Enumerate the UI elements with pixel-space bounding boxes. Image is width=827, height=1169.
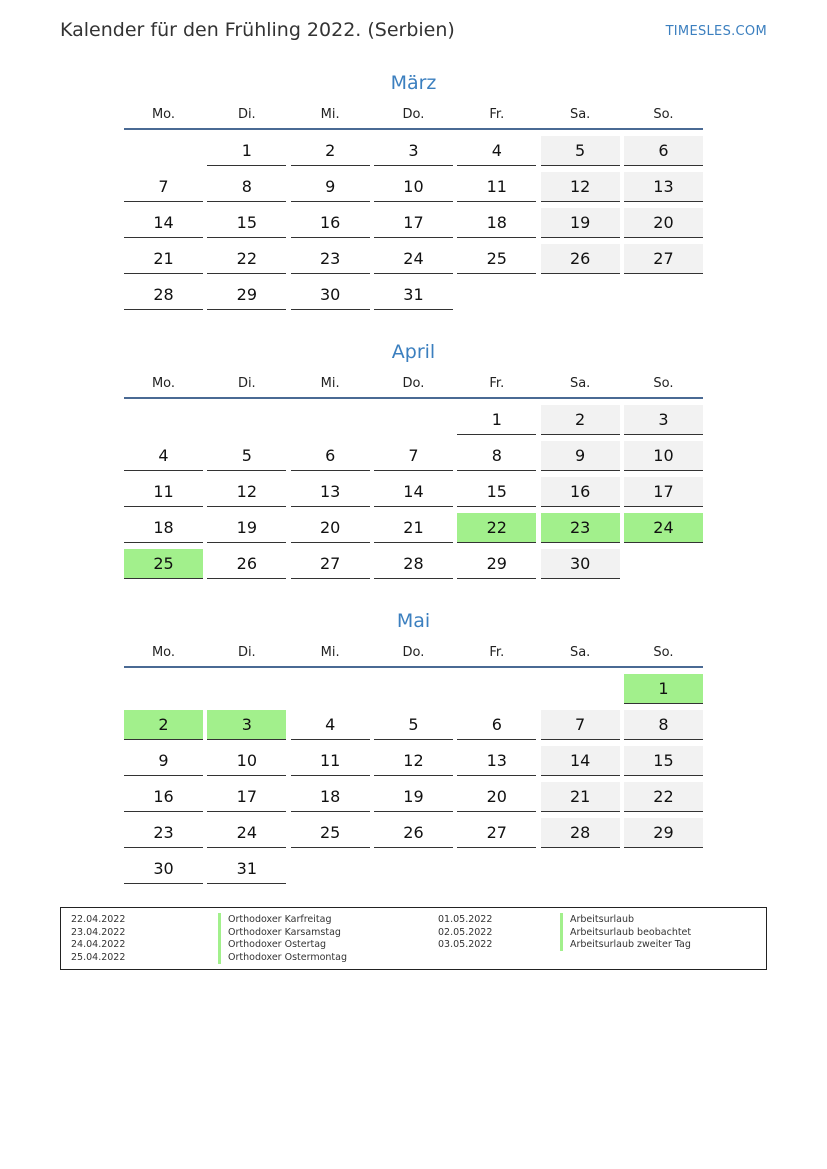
- day-cell[interactable]: 23: [291, 244, 370, 274]
- day-cell[interactable]: 30: [124, 854, 203, 884]
- day-cell[interactable]: 29: [207, 280, 286, 310]
- empty-cell: [291, 405, 370, 435]
- day-cell[interactable]: 18: [291, 782, 370, 812]
- day-cell[interactable]: 16: [291, 208, 370, 238]
- legend-holiday-name: Orthodoxer Karfreitag: [218, 913, 331, 926]
- month-block: [124, 339, 703, 579]
- weekday-label: Di.: [237, 107, 256, 122]
- holiday-legend: [60, 907, 767, 970]
- day-cell[interactable]: 22: [624, 782, 703, 812]
- legend-date: 24.04.2022: [71, 939, 126, 951]
- day-cell[interactable]: 25: [291, 818, 370, 848]
- days-grid: [124, 136, 703, 310]
- day-cell[interactable]: 7: [124, 172, 203, 202]
- legend-holiday-name: Orthodoxer Ostermontag: [218, 951, 347, 964]
- weekday-label: Mi.: [320, 376, 340, 391]
- day-cell[interactable]: 1: [624, 674, 703, 704]
- day-cell[interactable]: 18: [124, 513, 203, 543]
- weekday-label: Di.: [237, 645, 256, 660]
- day-cell[interactable]: 10: [207, 746, 286, 776]
- day-cell[interactable]: 24: [374, 244, 453, 274]
- weekday-label: Mo.: [151, 645, 176, 660]
- weekday-label: Mo.: [151, 107, 176, 122]
- weekday-label: Sa.: [569, 376, 591, 391]
- day-cell[interactable]: 14: [374, 477, 453, 507]
- weekday-label: Mo.: [151, 376, 176, 391]
- legend-date: 22.04.2022: [71, 914, 126, 925]
- day-cell[interactable]: 12: [374, 746, 453, 776]
- day-cell[interactable]: 19: [541, 208, 620, 238]
- empty-cell: [207, 674, 286, 704]
- day-cell[interactable]: 15: [624, 746, 703, 776]
- day-cell[interactable]: 14: [541, 746, 620, 776]
- day-cell[interactable]: 13: [291, 477, 370, 507]
- day-cell[interactable]: 7: [374, 441, 453, 471]
- day-cell[interactable]: 31: [207, 854, 286, 884]
- day-cell[interactable]: 6: [291, 441, 370, 471]
- month-title: Mai: [396, 610, 431, 632]
- legend-holiday-name: Arbeitsurlaub beobachtet: [560, 926, 691, 939]
- day-cell[interactable]: 17: [374, 208, 453, 238]
- day-cell[interactable]: 11: [457, 172, 536, 202]
- day-cell[interactable]: 25: [124, 549, 203, 579]
- empty-cell: [374, 405, 453, 435]
- day-cell[interactable]: 23: [541, 513, 620, 543]
- legend-holiday-name: Orthodoxer Ostertag: [218, 938, 326, 951]
- day-cell[interactable]: 12: [207, 477, 286, 507]
- site-link[interactable]: TIMESLES.COM: [665, 24, 767, 39]
- empty-cell: [124, 136, 203, 166]
- weekday-header: [124, 644, 703, 668]
- day-cell[interactable]: 11: [124, 477, 203, 507]
- day-cell[interactable]: 3: [374, 136, 453, 166]
- day-cell[interactable]: 19: [374, 782, 453, 812]
- day-cell[interactable]: 24: [624, 513, 703, 543]
- weekday-label: Mi.: [320, 645, 340, 660]
- weekday-label: Sa.: [569, 645, 591, 660]
- day-cell[interactable]: 2: [291, 136, 370, 166]
- day-cell[interactable]: 1: [207, 136, 286, 166]
- day-cell[interactable]: 6: [457, 710, 536, 740]
- day-cell[interactable]: 18: [457, 208, 536, 238]
- day-cell[interactable]: 24: [207, 818, 286, 848]
- empty-cell: [124, 674, 203, 704]
- day-cell[interactable]: 4: [291, 710, 370, 740]
- day-cell[interactable]: 2: [541, 405, 620, 435]
- day-cell[interactable]: 5: [374, 710, 453, 740]
- page-title: Kalender für den Frühling 2022. (Serbien): [60, 19, 455, 41]
- day-cell[interactable]: 27: [624, 244, 703, 274]
- day-cell[interactable]: 26: [541, 244, 620, 274]
- day-cell[interactable]: 9: [291, 172, 370, 202]
- empty-cell: [541, 674, 620, 704]
- day-cell[interactable]: 30: [291, 280, 370, 310]
- day-cell[interactable]: 5: [207, 441, 286, 471]
- legend-date: 25.04.2022: [71, 952, 126, 964]
- day-cell[interactable]: 30: [541, 549, 620, 579]
- day-cell[interactable]: 3: [207, 710, 286, 740]
- day-cell[interactable]: 5: [541, 136, 620, 166]
- day-cell[interactable]: 7: [541, 710, 620, 740]
- day-cell[interactable]: 3: [624, 405, 703, 435]
- weekday-header: [124, 375, 703, 399]
- month-block: [124, 70, 703, 310]
- day-cell[interactable]: 4: [124, 441, 203, 471]
- day-cell[interactable]: 28: [374, 549, 453, 579]
- day-cell[interactable]: 28: [541, 818, 620, 848]
- day-cell[interactable]: 22: [457, 513, 536, 543]
- day-cell[interactable]: 29: [624, 818, 703, 848]
- day-cell[interactable]: 20: [624, 208, 703, 238]
- day-cell[interactable]: 31: [374, 280, 453, 310]
- day-cell[interactable]: 21: [124, 244, 203, 274]
- days-grid: [124, 674, 703, 884]
- legend-holiday-name: Arbeitsurlaub zweiter Tag: [560, 938, 691, 951]
- day-cell[interactable]: 26: [207, 549, 286, 579]
- day-cell[interactable]: 11: [291, 746, 370, 776]
- day-cell[interactable]: 16: [541, 477, 620, 507]
- day-cell[interactable]: 26: [374, 818, 453, 848]
- day-cell[interactable]: 16: [124, 782, 203, 812]
- month-block: [124, 608, 703, 884]
- empty-cell: [374, 674, 453, 704]
- weekday-label: Sa.: [569, 107, 591, 122]
- month-title: April: [391, 341, 436, 363]
- day-cell[interactable]: 22: [207, 244, 286, 274]
- legend-date: 01.05.2022: [438, 914, 493, 925]
- weekday-label: So.: [653, 645, 674, 660]
- day-cell[interactable]: 8: [457, 441, 536, 471]
- day-cell[interactable]: 20: [457, 782, 536, 812]
- weekday-label: Fr.: [489, 107, 505, 122]
- weekday-label: Do.: [402, 107, 425, 122]
- weekday-label: Fr.: [489, 645, 505, 660]
- day-cell[interactable]: 29: [457, 549, 536, 579]
- day-cell[interactable]: 1: [457, 405, 536, 435]
- weekday-label: Do.: [402, 376, 425, 391]
- day-cell[interactable]: 15: [457, 477, 536, 507]
- weekday-label: Do.: [402, 645, 425, 660]
- days-grid: [124, 405, 703, 579]
- day-cell[interactable]: 23: [124, 818, 203, 848]
- day-cell[interactable]: 9: [124, 746, 203, 776]
- day-cell[interactable]: 4: [457, 136, 536, 166]
- weekday-label: So.: [653, 376, 674, 391]
- day-cell[interactable]: 27: [291, 549, 370, 579]
- weekday-label: Di.: [237, 376, 256, 391]
- day-cell[interactable]: 12: [541, 172, 620, 202]
- day-cell[interactable]: 25: [457, 244, 536, 274]
- day-cell[interactable]: 17: [624, 477, 703, 507]
- day-cell[interactable]: 13: [457, 746, 536, 776]
- day-cell[interactable]: 28: [124, 280, 203, 310]
- day-cell[interactable]: 21: [541, 782, 620, 812]
- legend-date: 02.05.2022: [438, 926, 493, 938]
- weekday-header: [124, 106, 703, 130]
- day-cell[interactable]: 15: [207, 208, 286, 238]
- empty-cell: [124, 405, 203, 435]
- day-cell[interactable]: 10: [374, 172, 453, 202]
- day-cell[interactable]: 6: [624, 136, 703, 166]
- month-title: März: [390, 72, 437, 94]
- weekday-label: Mi.: [320, 107, 340, 122]
- day-cell[interactable]: 19: [207, 513, 286, 543]
- day-cell[interactable]: 21: [374, 513, 453, 543]
- day-cell[interactable]: 10: [624, 441, 703, 471]
- day-cell[interactable]: 8: [207, 172, 286, 202]
- empty-cell: [291, 674, 370, 704]
- legend-date: 03.05.2022: [438, 939, 493, 951]
- day-cell[interactable]: 14: [124, 208, 203, 238]
- day-cell[interactable]: 13: [624, 172, 703, 202]
- weekday-label: So.: [653, 107, 674, 122]
- legend-date: 23.04.2022: [71, 926, 126, 938]
- legend-holiday-name: Arbeitsurlaub: [560, 913, 634, 926]
- legend-holiday-name: Orthodoxer Karsamstag: [218, 926, 341, 939]
- empty-cell: [207, 405, 286, 435]
- day-cell[interactable]: 8: [624, 710, 703, 740]
- weekday-label: Fr.: [489, 376, 505, 391]
- day-cell[interactable]: 2: [124, 710, 203, 740]
- day-cell[interactable]: 17: [207, 782, 286, 812]
- empty-cell: [457, 674, 536, 704]
- day-cell[interactable]: 27: [457, 818, 536, 848]
- day-cell[interactable]: 20: [291, 513, 370, 543]
- day-cell[interactable]: 9: [541, 441, 620, 471]
